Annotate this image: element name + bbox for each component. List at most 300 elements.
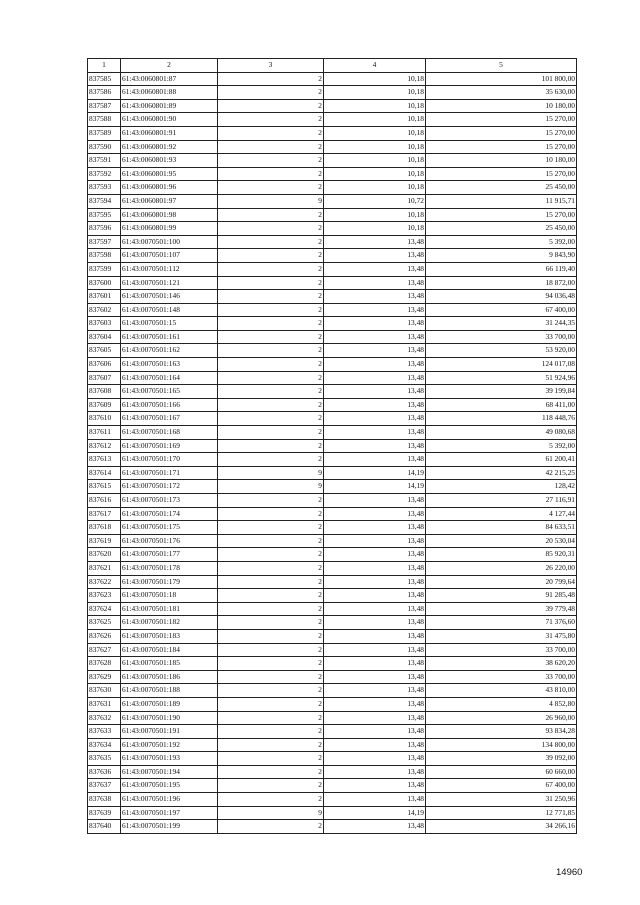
code-cell: 2 bbox=[218, 235, 324, 249]
code-cell: 2 bbox=[218, 711, 324, 725]
row-number-cell: 837590 bbox=[88, 140, 121, 154]
cadastral-number-cell: 61:43:0070501:100 bbox=[121, 235, 218, 249]
cadastral-number-cell: 61:43:0070501:164 bbox=[121, 371, 218, 385]
cadastral-number-cell: 61:43:0070501:194 bbox=[121, 765, 218, 779]
row-number-cell: 837596 bbox=[88, 222, 121, 236]
row-number-cell: 837617 bbox=[88, 507, 121, 521]
cadastral-number-cell: 61:43:0070501:191 bbox=[121, 725, 218, 739]
amount-cell: 51 924,96 bbox=[426, 371, 577, 385]
amount-cell: 53 920,00 bbox=[426, 344, 577, 358]
amount-cell: 15 270,00 bbox=[426, 140, 577, 154]
cadastral-number-cell: 61:43:0070501:148 bbox=[121, 303, 218, 317]
amount-cell: 25 450,00 bbox=[426, 222, 577, 236]
cadastral-number-cell: 61:43:0060801:95 bbox=[121, 167, 218, 181]
table-row bbox=[88, 711, 577, 725]
row-number-cell: 837599 bbox=[88, 262, 121, 276]
cadastral-number-cell: 61:43:0070501:166 bbox=[121, 398, 218, 412]
rate-cell: 13,48 bbox=[324, 262, 426, 276]
code-cell: 2 bbox=[218, 249, 324, 263]
table-row bbox=[88, 290, 577, 304]
cadastral-number-cell: 61:43:0060801:96 bbox=[121, 181, 218, 195]
table-row bbox=[88, 181, 577, 195]
rate-cell: 13,48 bbox=[324, 330, 426, 344]
cadastral-number-cell: 61:43:0070501:188 bbox=[121, 684, 218, 698]
amount-cell: 4 852,80 bbox=[426, 697, 577, 711]
amount-cell: 71 376,60 bbox=[426, 616, 577, 630]
rate-cell: 13,48 bbox=[324, 507, 426, 521]
amount-cell: 20 799,64 bbox=[426, 575, 577, 589]
code-cell: 2 bbox=[218, 385, 324, 399]
amount-cell: 5 392,00 bbox=[426, 235, 577, 249]
rate-cell: 13,48 bbox=[324, 371, 426, 385]
cadastral-number-cell: 61:43:0070501:173 bbox=[121, 494, 218, 508]
table-row bbox=[88, 344, 577, 358]
cadastral-number-cell: 61:43:0070501:186 bbox=[121, 670, 218, 684]
code-cell: 2 bbox=[218, 629, 324, 643]
rate-cell: 13,48 bbox=[324, 602, 426, 616]
row-number-cell: 837620 bbox=[88, 548, 121, 562]
amount-cell: 31 475,80 bbox=[426, 629, 577, 643]
cadastral-number-cell: 61:43:0070501:189 bbox=[121, 697, 218, 711]
table-row bbox=[88, 439, 577, 453]
amount-cell: 12 771,85 bbox=[426, 806, 577, 820]
row-number-cell: 837639 bbox=[88, 806, 121, 820]
rate-cell: 13,48 bbox=[324, 752, 426, 766]
rate-cell: 13,48 bbox=[324, 521, 426, 535]
amount-cell: 9 843,90 bbox=[426, 249, 577, 263]
rate-cell: 13,48 bbox=[324, 385, 426, 399]
row-number-cell: 837592 bbox=[88, 167, 121, 181]
table-row bbox=[88, 643, 577, 657]
rate-cell: 13,48 bbox=[324, 616, 426, 630]
row-number-cell: 837598 bbox=[88, 249, 121, 263]
amount-cell: 38 620,20 bbox=[426, 657, 577, 671]
amount-cell: 31 244,35 bbox=[426, 317, 577, 331]
row-number-cell: 837603 bbox=[88, 317, 121, 331]
rate-cell: 10,18 bbox=[324, 140, 426, 154]
rate-cell: 13,48 bbox=[324, 711, 426, 725]
amount-cell: 43 810,00 bbox=[426, 684, 577, 698]
table-row bbox=[88, 194, 577, 208]
rate-cell: 14,19 bbox=[324, 806, 426, 820]
table-row bbox=[88, 385, 577, 399]
row-number-cell: 837626 bbox=[88, 629, 121, 643]
code-cell: 2 bbox=[218, 575, 324, 589]
rate-cell: 13,48 bbox=[324, 779, 426, 793]
code-cell: 2 bbox=[218, 738, 324, 752]
cadastral-number-cell: 61:43:0070501:121 bbox=[121, 276, 218, 290]
amount-cell: 124 017,08 bbox=[426, 358, 577, 372]
rate-cell: 13,48 bbox=[324, 453, 426, 467]
code-cell: 2 bbox=[218, 697, 324, 711]
cadastral-number-cell: 61:43:0070501:195 bbox=[121, 779, 218, 793]
code-cell: 2 bbox=[218, 765, 324, 779]
amount-cell: 93 834,28 bbox=[426, 725, 577, 739]
amount-cell: 91 285,48 bbox=[426, 589, 577, 603]
table-row bbox=[88, 72, 577, 86]
column-header-5: 5 bbox=[426, 59, 577, 73]
amount-cell: 134 800,00 bbox=[426, 738, 577, 752]
row-number-cell: 837589 bbox=[88, 126, 121, 140]
rate-cell: 10,18 bbox=[324, 86, 426, 100]
code-cell: 2 bbox=[218, 412, 324, 426]
code-cell: 2 bbox=[218, 154, 324, 168]
rate-cell: 13,48 bbox=[324, 249, 426, 263]
rate-cell: 13,48 bbox=[324, 439, 426, 453]
rate-cell: 13,48 bbox=[324, 317, 426, 331]
cadastral-number-cell: 61:43:0070501:178 bbox=[121, 561, 218, 575]
rate-cell: 13,48 bbox=[324, 697, 426, 711]
table-row bbox=[88, 140, 577, 154]
amount-cell: 35 630,00 bbox=[426, 86, 577, 100]
row-number-cell: 837629 bbox=[88, 670, 121, 684]
amount-cell: 67 400,00 bbox=[426, 779, 577, 793]
code-cell: 2 bbox=[218, 140, 324, 154]
code-cell: 2 bbox=[218, 344, 324, 358]
cadastral-number-cell: 61:43:0070501:107 bbox=[121, 249, 218, 263]
row-number-cell: 837627 bbox=[88, 643, 121, 657]
table-row bbox=[88, 480, 577, 494]
amount-cell: 84 633,51 bbox=[426, 521, 577, 535]
rate-cell: 13,48 bbox=[324, 765, 426, 779]
cadastral-number-cell: 61:43:0060801:97 bbox=[121, 194, 218, 208]
amount-cell: 10 180,00 bbox=[426, 154, 577, 168]
code-cell: 2 bbox=[218, 820, 324, 834]
amount-cell: 20 530,04 bbox=[426, 534, 577, 548]
code-cell: 2 bbox=[218, 534, 324, 548]
cadastral-number-cell: 61:43:0070501:182 bbox=[121, 616, 218, 630]
cadastral-number-cell: 61:43:0070501:183 bbox=[121, 629, 218, 643]
table-row bbox=[88, 426, 577, 440]
table-row bbox=[88, 208, 577, 222]
cadastral-number-cell: 61:43:0070501:167 bbox=[121, 412, 218, 426]
rate-cell: 10,18 bbox=[324, 208, 426, 222]
table-row bbox=[88, 235, 577, 249]
table-row bbox=[88, 317, 577, 331]
code-cell: 2 bbox=[218, 86, 324, 100]
amount-cell: 39 779,48 bbox=[426, 602, 577, 616]
column-header-2: 2 bbox=[121, 59, 218, 73]
column-header-4: 4 bbox=[324, 59, 426, 73]
cadastral-number-cell: 61:43:0070501:18 bbox=[121, 589, 218, 603]
row-number-cell: 837632 bbox=[88, 711, 121, 725]
row-number-cell: 837591 bbox=[88, 154, 121, 168]
table-row bbox=[88, 113, 577, 127]
rate-cell: 13,48 bbox=[324, 643, 426, 657]
amount-cell: 85 920,31 bbox=[426, 548, 577, 562]
row-number-cell: 837600 bbox=[88, 276, 121, 290]
amount-cell: 18 872,00 bbox=[426, 276, 577, 290]
cadastral-number-cell: 61:43:0070501:190 bbox=[121, 711, 218, 725]
row-number-cell: 837628 bbox=[88, 657, 121, 671]
amount-cell: 15 270,00 bbox=[426, 126, 577, 140]
row-number-cell: 837595 bbox=[88, 208, 121, 222]
rate-cell: 13,48 bbox=[324, 426, 426, 440]
amount-cell: 4 127,44 bbox=[426, 507, 577, 521]
rate-cell: 13,48 bbox=[324, 398, 426, 412]
cadastral-number-cell: 61:43:0060801:87 bbox=[121, 72, 218, 86]
row-number-cell: 837607 bbox=[88, 371, 121, 385]
row-number-cell: 837612 bbox=[88, 439, 121, 453]
table-row bbox=[88, 494, 577, 508]
rate-cell: 13,48 bbox=[324, 290, 426, 304]
amount-cell: 67 400,00 bbox=[426, 303, 577, 317]
rate-cell: 13,48 bbox=[324, 629, 426, 643]
table-row bbox=[88, 86, 577, 100]
row-number-cell: 837633 bbox=[88, 725, 121, 739]
rate-cell: 13,48 bbox=[324, 412, 426, 426]
amount-cell: 66 119,40 bbox=[426, 262, 577, 276]
table-row bbox=[88, 358, 577, 372]
amount-cell: 49 080,68 bbox=[426, 426, 577, 440]
code-cell: 2 bbox=[218, 657, 324, 671]
table-row bbox=[88, 303, 577, 317]
row-number-cell: 837606 bbox=[88, 358, 121, 372]
table-row bbox=[88, 99, 577, 113]
row-number-cell: 837635 bbox=[88, 752, 121, 766]
cadastral-number-cell: 61:43:0070501:185 bbox=[121, 657, 218, 671]
cadastral-number-cell: 61:43:0070501:168 bbox=[121, 426, 218, 440]
code-cell: 2 bbox=[218, 548, 324, 562]
rate-cell: 13,48 bbox=[324, 684, 426, 698]
code-cell: 2 bbox=[218, 222, 324, 236]
code-cell: 9 bbox=[218, 466, 324, 480]
code-cell: 2 bbox=[218, 752, 324, 766]
cadastral-number-cell: 61:43:0060801:89 bbox=[121, 99, 218, 113]
table-row bbox=[88, 249, 577, 263]
code-cell: 2 bbox=[218, 72, 324, 86]
row-number-cell: 837619 bbox=[88, 534, 121, 548]
cadastral-number-cell: 61:43:0070501:15 bbox=[121, 317, 218, 331]
cadastral-number-cell: 61:43:0070501:112 bbox=[121, 262, 218, 276]
row-number-cell: 837593 bbox=[88, 181, 121, 195]
row-number-cell: 837586 bbox=[88, 86, 121, 100]
code-cell: 2 bbox=[218, 208, 324, 222]
row-number-cell: 837597 bbox=[88, 235, 121, 249]
table-row bbox=[88, 820, 577, 834]
table-row bbox=[88, 629, 577, 643]
rate-cell: 13,48 bbox=[324, 657, 426, 671]
rate-cell: 13,48 bbox=[324, 276, 426, 290]
column-header-1: 1 bbox=[88, 59, 121, 73]
code-cell: 2 bbox=[218, 725, 324, 739]
rate-cell: 10,18 bbox=[324, 181, 426, 195]
cadastral-number-cell: 61:43:0070501:197 bbox=[121, 806, 218, 820]
code-cell: 2 bbox=[218, 670, 324, 684]
row-number-cell: 837623 bbox=[88, 589, 121, 603]
code-cell: 2 bbox=[218, 494, 324, 508]
row-number-cell: 837631 bbox=[88, 697, 121, 711]
code-cell: 2 bbox=[218, 521, 324, 535]
code-cell: 2 bbox=[218, 276, 324, 290]
amount-cell: 33 700,00 bbox=[426, 330, 577, 344]
table-row bbox=[88, 126, 577, 140]
amount-cell: 27 116,91 bbox=[426, 494, 577, 508]
row-number-cell: 837604 bbox=[88, 330, 121, 344]
row-number-cell: 837587 bbox=[88, 99, 121, 113]
amount-cell: 5 392,00 bbox=[426, 439, 577, 453]
row-number-cell: 837588 bbox=[88, 113, 121, 127]
table-row bbox=[88, 262, 577, 276]
cadastral-number-cell: 61:43:0070501:177 bbox=[121, 548, 218, 562]
table-row bbox=[88, 765, 577, 779]
table-row bbox=[88, 752, 577, 766]
rate-cell: 13,48 bbox=[324, 358, 426, 372]
amount-cell: 39 092,00 bbox=[426, 752, 577, 766]
amount-cell: 15 270,00 bbox=[426, 208, 577, 222]
code-cell: 2 bbox=[218, 426, 324, 440]
cadastral-number-cell: 61:43:0060801:93 bbox=[121, 154, 218, 168]
cadastral-number-cell: 61:43:0060801:98 bbox=[121, 208, 218, 222]
rate-cell: 14,19 bbox=[324, 480, 426, 494]
rate-cell: 13,48 bbox=[324, 575, 426, 589]
code-cell: 2 bbox=[218, 561, 324, 575]
cadastral-number-cell: 61:43:0070501:196 bbox=[121, 793, 218, 807]
row-number-cell: 837624 bbox=[88, 602, 121, 616]
row-number-cell: 837630 bbox=[88, 684, 121, 698]
code-cell: 2 bbox=[218, 684, 324, 698]
row-number-cell: 837625 bbox=[88, 616, 121, 630]
code-cell: 2 bbox=[218, 330, 324, 344]
table-row bbox=[88, 534, 577, 548]
code-cell: 2 bbox=[218, 507, 324, 521]
code-cell: 2 bbox=[218, 643, 324, 657]
table-row bbox=[88, 670, 577, 684]
rate-cell: 14,19 bbox=[324, 466, 426, 480]
table-row bbox=[88, 793, 577, 807]
amount-cell: 26 220,00 bbox=[426, 561, 577, 575]
rate-cell: 13,48 bbox=[324, 303, 426, 317]
table-header bbox=[88, 59, 577, 73]
amount-cell: 118 448,76 bbox=[426, 412, 577, 426]
table-row bbox=[88, 398, 577, 412]
amount-cell: 60 660,00 bbox=[426, 765, 577, 779]
code-cell: 2 bbox=[218, 793, 324, 807]
rate-cell: 10,18 bbox=[324, 222, 426, 236]
rate-cell: 10,18 bbox=[324, 126, 426, 140]
amount-cell: 25 450,00 bbox=[426, 181, 577, 195]
cadastral-number-cell: 61:43:0060801:92 bbox=[121, 140, 218, 154]
table-body bbox=[88, 72, 577, 833]
amount-cell: 15 270,00 bbox=[426, 113, 577, 127]
row-number-cell: 837602 bbox=[88, 303, 121, 317]
table-row bbox=[88, 466, 577, 480]
row-number-cell: 837618 bbox=[88, 521, 121, 535]
code-cell: 2 bbox=[218, 616, 324, 630]
cadastral-number-cell: 61:43:0070501:199 bbox=[121, 820, 218, 834]
amount-cell: 33 700,00 bbox=[426, 670, 577, 684]
table-row bbox=[88, 371, 577, 385]
rate-cell: 10,72 bbox=[324, 194, 426, 208]
column-header-3: 3 bbox=[218, 59, 324, 73]
row-number-cell: 837636 bbox=[88, 765, 121, 779]
table-row bbox=[88, 779, 577, 793]
code-cell: 2 bbox=[218, 113, 324, 127]
table-row bbox=[88, 616, 577, 630]
table-row bbox=[88, 561, 577, 575]
rate-cell: 10,18 bbox=[324, 72, 426, 86]
cadastral-number-cell: 61:43:0070501:146 bbox=[121, 290, 218, 304]
amount-cell: 15 270,00 bbox=[426, 167, 577, 181]
table-row bbox=[88, 575, 577, 589]
page-number: 14960 bbox=[556, 867, 583, 878]
cadastral-number-cell: 61:43:0070501:181 bbox=[121, 602, 218, 616]
amount-cell: 34 266,16 bbox=[426, 820, 577, 834]
table-row bbox=[88, 548, 577, 562]
table-row bbox=[88, 806, 577, 820]
row-number-cell: 837610 bbox=[88, 412, 121, 426]
table-row bbox=[88, 154, 577, 168]
row-number-cell: 837613 bbox=[88, 453, 121, 467]
cadastral-number-cell: 61:43:0060801:88 bbox=[121, 86, 218, 100]
cadastral-number-cell: 61:43:0070501:169 bbox=[121, 439, 218, 453]
row-number-cell: 837614 bbox=[88, 466, 121, 480]
row-number-cell: 837585 bbox=[88, 72, 121, 86]
code-cell: 2 bbox=[218, 126, 324, 140]
amount-cell: 61 200,41 bbox=[426, 453, 577, 467]
row-number-cell: 837634 bbox=[88, 738, 121, 752]
code-cell: 2 bbox=[218, 317, 324, 331]
rate-cell: 13,48 bbox=[324, 534, 426, 548]
code-cell: 2 bbox=[218, 398, 324, 412]
table-row bbox=[88, 725, 577, 739]
code-cell: 2 bbox=[218, 371, 324, 385]
code-cell: 2 bbox=[218, 290, 324, 304]
code-cell: 2 bbox=[218, 589, 324, 603]
table-row bbox=[88, 167, 577, 181]
cadastral-number-cell: 61:43:0060801:99 bbox=[121, 222, 218, 236]
code-cell: 9 bbox=[218, 194, 324, 208]
table-row bbox=[88, 521, 577, 535]
cadastral-number-cell: 61:43:0070501:193 bbox=[121, 752, 218, 766]
rate-cell: 10,18 bbox=[324, 154, 426, 168]
code-cell: 2 bbox=[218, 262, 324, 276]
code-cell: 2 bbox=[218, 167, 324, 181]
amount-cell: 11 915,71 bbox=[426, 194, 577, 208]
table-row bbox=[88, 697, 577, 711]
row-number-cell: 837622 bbox=[88, 575, 121, 589]
row-number-cell: 837640 bbox=[88, 820, 121, 834]
cadastral-number-cell: 61:43:0070501:179 bbox=[121, 575, 218, 589]
code-cell: 2 bbox=[218, 181, 324, 195]
code-cell: 2 bbox=[218, 439, 324, 453]
cadastral-number-cell: 61:43:0070501:171 bbox=[121, 466, 218, 480]
row-number-cell: 837638 bbox=[88, 793, 121, 807]
table-row bbox=[88, 657, 577, 671]
cadastral-number-cell: 61:43:0070501:165 bbox=[121, 385, 218, 399]
cadastral-number-cell: 61:43:0070501:192 bbox=[121, 738, 218, 752]
rate-cell: 13,48 bbox=[324, 738, 426, 752]
rate-cell: 13,48 bbox=[324, 561, 426, 575]
code-cell: 9 bbox=[218, 480, 324, 494]
rate-cell: 13,48 bbox=[324, 793, 426, 807]
cadastral-number-cell: 61:43:0060801:91 bbox=[121, 126, 218, 140]
table-row bbox=[88, 222, 577, 236]
rate-cell: 13,48 bbox=[324, 820, 426, 834]
table-row bbox=[88, 738, 577, 752]
table-row bbox=[88, 412, 577, 426]
cadastral-number-cell: 61:43:0070501:184 bbox=[121, 643, 218, 657]
amount-cell: 39 199,84 bbox=[426, 385, 577, 399]
amount-cell: 10 180,00 bbox=[426, 99, 577, 113]
rate-cell: 13,48 bbox=[324, 670, 426, 684]
row-number-cell: 837621 bbox=[88, 561, 121, 575]
cadastral-number-cell: 61:43:0070501:175 bbox=[121, 521, 218, 535]
amount-cell: 94 036,48 bbox=[426, 290, 577, 304]
cadastral-number-cell: 61:43:0070501:174 bbox=[121, 507, 218, 521]
table-row bbox=[88, 330, 577, 344]
rate-cell: 10,18 bbox=[324, 113, 426, 127]
